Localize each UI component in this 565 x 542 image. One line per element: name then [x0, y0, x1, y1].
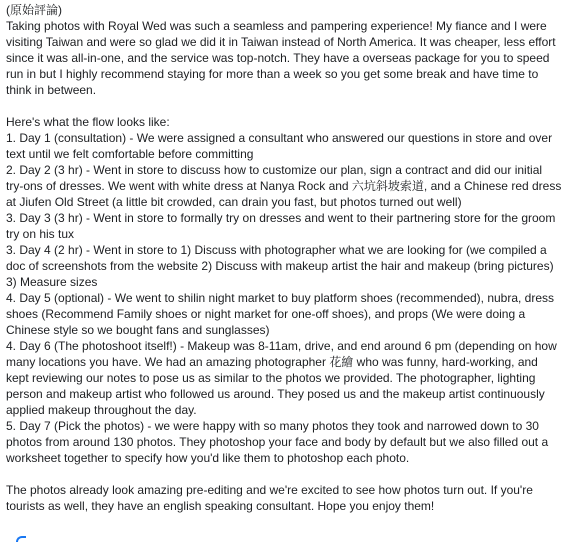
step-item: 3. Day 3 (3 hr) - Went in store to formally try on dresses and went to their partnering store for the groom try on his tux [6, 211, 556, 241]
step-item: 2. Day 2 (3 hr) - Went in store to discuss how to customize our plan, sign a contract and did our initial try-ons of dresses. We went with white dress at Nanya Rock and 六坑斜坡索道, and a Chinese red dress at Jiufen Old Street (a little bit crowded, can drain you fast, but photos turned out well) [6, 163, 562, 209]
paragraph-gap [6, 98, 562, 114]
paragraph-gap [6, 466, 562, 482]
step-item: 4. Day 6 (The photoshoot itself!) - Makeup was 8-11am, drive, and end around 6 pm (depending on how many locations you have. We had an amazing photographer 花繪 who was funny, hard-working, and kept reviewing our notes to pose us as similar to the photos we provided. The photographer, lighting person and makeup artist who followed us around. They posed us and the makeup artist continuously applied makeup throughout the day. [6, 339, 557, 417]
step-item: 1. Day 1 (consultation) - We were assigned a consultant who answered our questions in store and over text until we felt comfortable before committing [6, 131, 553, 161]
partial-icon [14, 532, 26, 542]
review-post [6, 2, 562, 514]
step-item: 5. Day 7 (Pick the photos) - we were happy with so many photos they took and narrowed down to 30 photos from around 130 photos. They photoshop your face and body by default but we also filled out a worksheet together to specify how you'd like them to photoshop each photo. [6, 419, 549, 465]
review-intro: Taking photos with Royal Wed was such a seamless and pampering experience! My fiance and I were visiting Taiwan and were so glad we did it in Taiwan instead of North America. It was cheaper, less effort since it was all-in-one, and the service was top-notch. They have a overseas package for you to speed run in but I highly recommend staying for more than a week so you get some break and have time to think in between. [6, 19, 556, 97]
flow-title: Here's what the flow looks like: [6, 115, 170, 129]
step-item: 3. Day 4 (2 hr) - Went in store to 1) Discuss with photographer what we are looking for (we compiled a doc of screenshots from the website 2) Discuss with makeup artist the hair and makeup (bring pictures) 3) Measure sizes [6, 243, 554, 289]
step-item: 4. Day 5 (optional) - We went to shilin night market to buy platform shoes (recommended), nubra, dress shoes (Recommend Family shoes or night market for one-off shoes), and props (We were doing a Chinese style so we bought fans and sunglasses) [6, 291, 555, 337]
original-review-header: (原始評論) [6, 3, 62, 17]
review-closing: The photos already look amazing pre-editing and we're excited to see how photos turn out. If you're tourists as well, they have an english speaking consultant. Hope you enjoy them! [6, 483, 533, 513]
